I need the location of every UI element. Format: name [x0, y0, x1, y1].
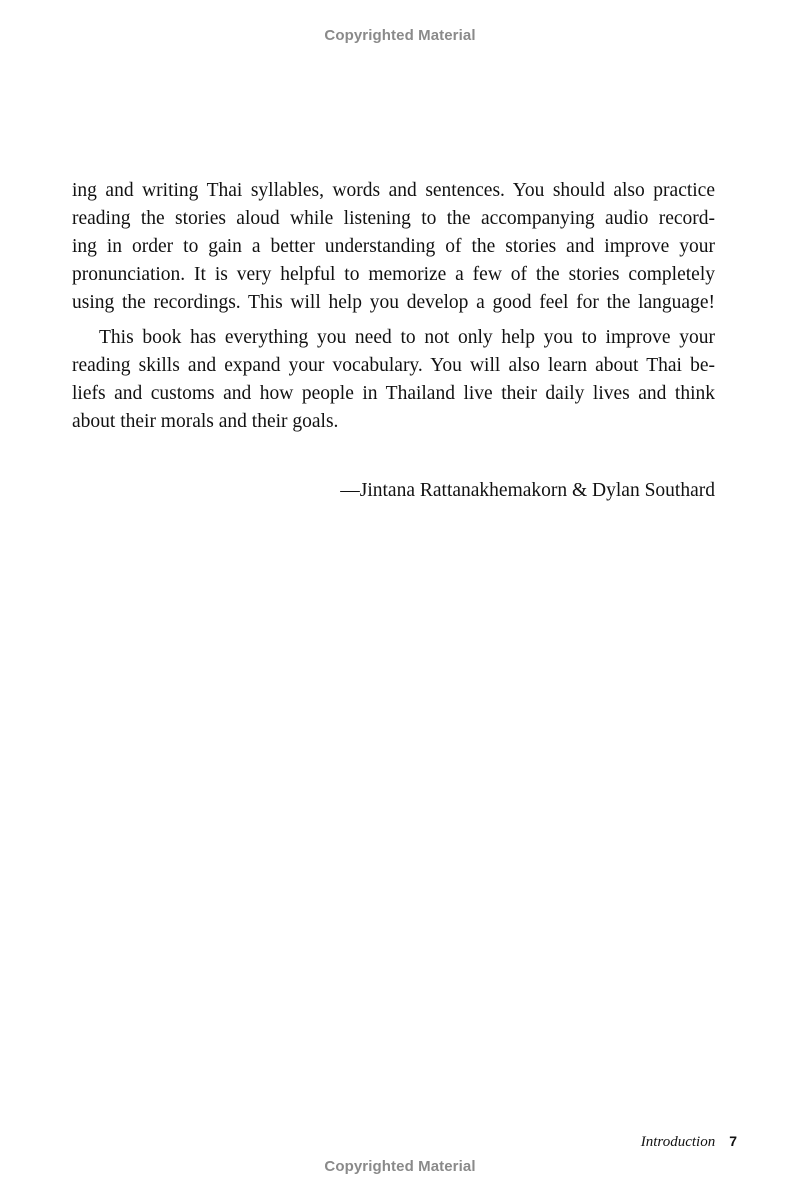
page-number: 7	[729, 1133, 737, 1149]
running-footer	[641, 1133, 737, 1151]
text-line: about their morals and their goals.	[72, 411, 339, 432]
text-line: This book has everything you need to not only help you to improve your	[99, 327, 715, 348]
text-line: using the recordings. This will help you develop a good feel for the language!	[72, 292, 715, 313]
text-line: liefs and customs and how people in Thailand live their daily lives and think	[72, 383, 715, 404]
text-line: reading the stories aloud while listening to the accompanying audio record-	[72, 208, 715, 229]
text-line: ing in order to gain a better understanding of the stories and improve your	[72, 236, 715, 257]
text-line: reading skills and expand your vocabulary. You will also learn about Thai be-	[72, 355, 715, 376]
section-name: Introduction	[640, 1134, 716, 1150]
paragraph-1	[72, 177, 715, 317]
text-line: pronunciation. It is very helpful to memorize a few of the stories completely	[72, 264, 715, 285]
author-signature: —Jintana Rattanakhemakorn & Dylan Southard	[340, 480, 715, 501]
paragraph-2	[72, 324, 715, 436]
text-line: ing and writing Thai syllables, words and sentences. You should also practice	[72, 180, 715, 201]
body-text	[72, 177, 715, 436]
copyright-watermark-top: Copyrighted Material	[324, 27, 476, 44]
copyright-watermark-bottom: Copyrighted Material	[324, 1158, 476, 1175]
